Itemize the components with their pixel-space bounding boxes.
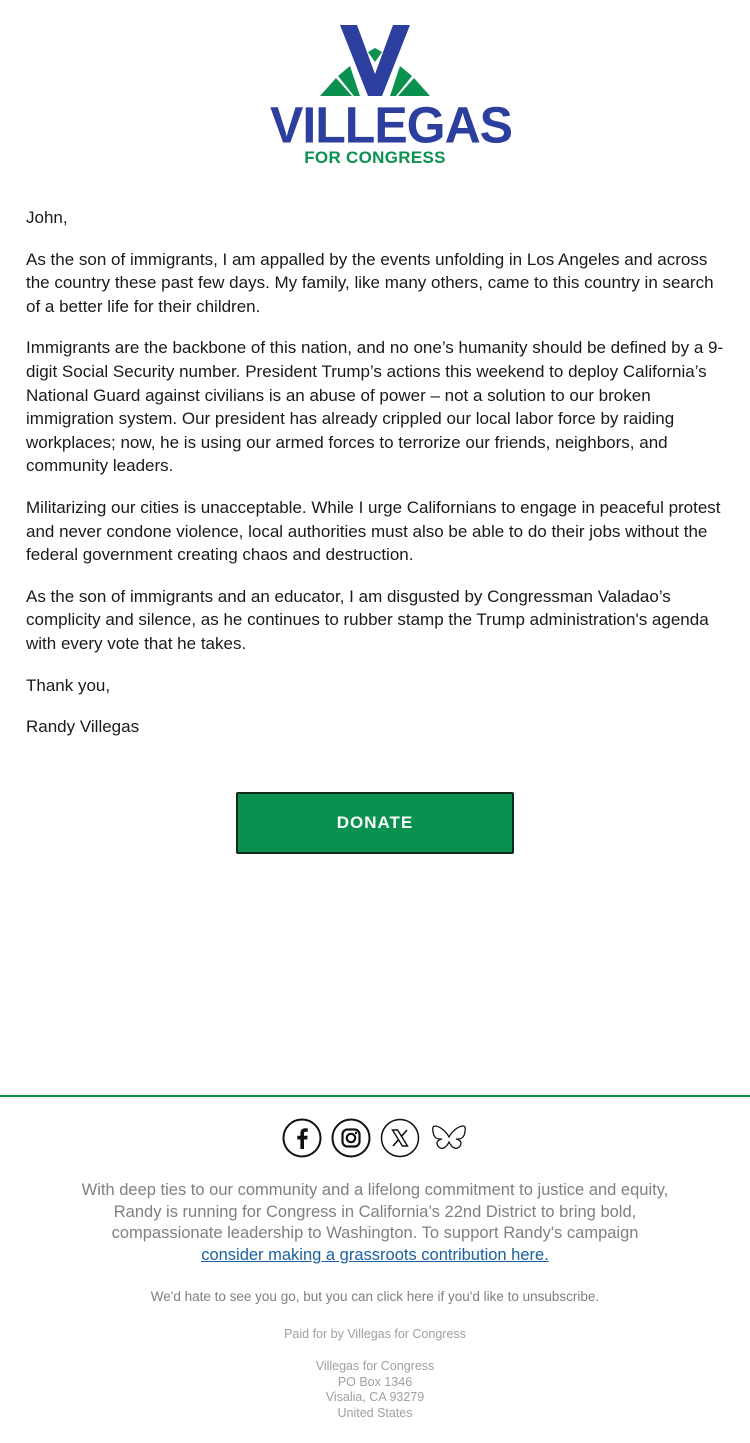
paid-for-disclaimer: Paid for by Villegas for Congress: [284, 1327, 466, 1341]
address-city: Visalia, CA 93279: [325, 1390, 425, 1405]
instagram-icon[interactable]: [331, 1118, 371, 1158]
logo-mark: [270, 22, 480, 102]
logo-wordmark: VILLEGAS: [270, 96, 513, 154]
logo-subtitle: FOR CONGRESS: [304, 148, 446, 167]
paragraph: As the son of immigrants, I am appalled by the events unfolding in Los Angeles and across the country these past few days. My family, like many others, came to this country in search of a better life for their children.: [26, 249, 714, 316]
paragraph: As the son of immigrants and an educator, I am disgusted by Congressman Valadao’s complicity and silence, as he continues to rubber stamp the Trump administration's agenda with every vote that he takes.: [26, 586, 709, 653]
footer-about-text: With deep ties to our community and a lifelong commitment to justice and equity, Randy is running for Congress in California’s 22nd District to bring bold, compassionate leadership to Washington. To support Randy's campaign: [81, 1181, 669, 1243]
letter-body: [26, 206, 726, 757]
mailing-address: [0, 1359, 750, 1421]
footer-about: [80, 1180, 670, 1266]
email-header: [0, 0, 750, 190]
footer-divider: [0, 1095, 750, 1097]
donate-container: [236, 792, 514, 854]
bluesky-icon[interactable]: [429, 1118, 469, 1158]
paragraph: Immigrants are the backbone of this nation, and no one’s humanity should be defined by a 9-digit Social Security number. President Trump’s actions this weekend to deploy California’s National Guard against civilians is an abuse of power – not a solution to our broken immigration system. Our president has already crippled our local labor force by raiding workplaces; now, he is using our armed forces to terrorize our friends, neighbors, and community leaders.: [26, 338, 724, 476]
greeting: John,: [26, 208, 68, 227]
facebook-icon[interactable]: [282, 1118, 322, 1158]
contribute-link[interactable]: consider making a grassroots contribution here.: [201, 1245, 549, 1264]
paragraph: Militarizing our cities is unacceptable. While I urge Californians to engage in peaceful protest and never condone violence, local authorities must also be able to do their jobs without the federal government creating chaos and destruction.: [26, 497, 721, 565]
signature: Randy Villegas: [26, 717, 140, 737]
donate-button[interactable]: DONATE: [236, 792, 514, 854]
x-icon[interactable]: [380, 1118, 420, 1158]
address-name: Villegas for Congress: [315, 1359, 435, 1373]
address-box: PO Box 1346: [337, 1374, 413, 1389]
closing: Thank you,: [26, 675, 111, 695]
social-links: [282, 1118, 472, 1158]
unsubscribe-text[interactable]: We'd hate to see you go, but you can click here if you'd like to unsubscribe.: [150, 1289, 600, 1304]
address-country: United States: [337, 1405, 413, 1420]
villegas-logo[interactable]: [270, 22, 513, 172]
